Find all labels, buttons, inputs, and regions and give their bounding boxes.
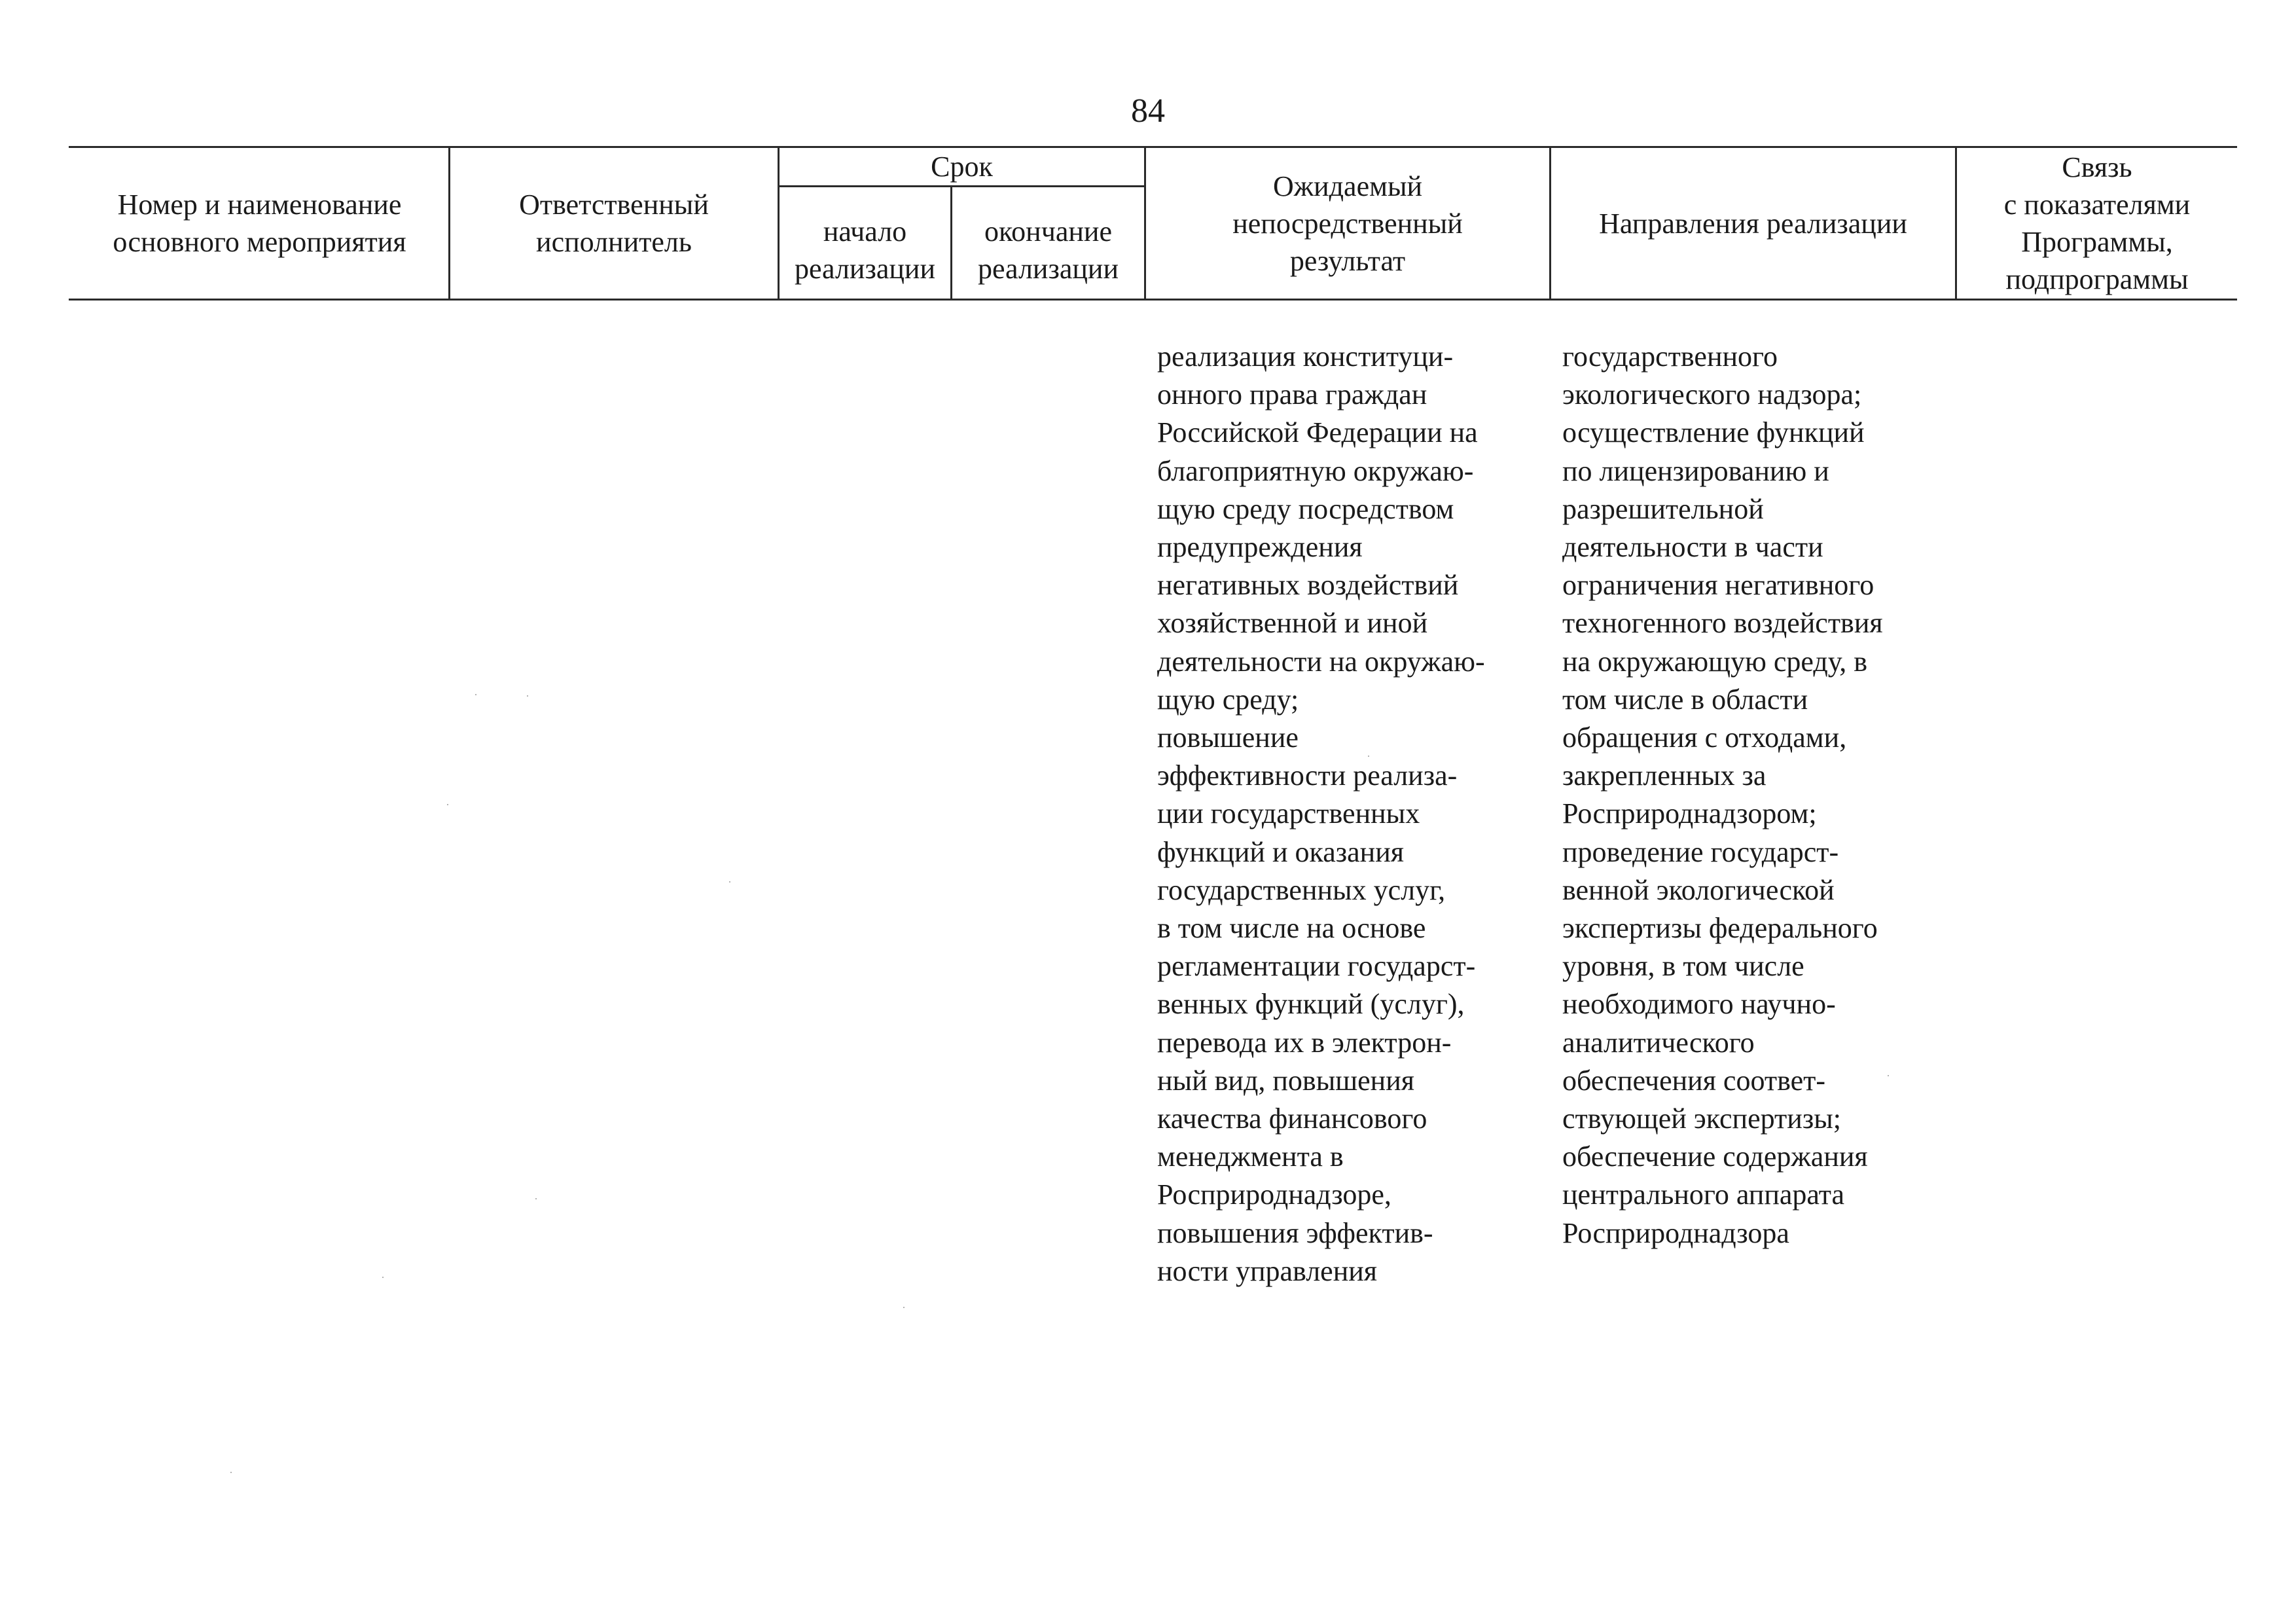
scan-speck (1368, 756, 1369, 757)
expected-result-line: щую среду; (1157, 683, 1299, 716)
expected-result-line: функций и оказания (1157, 835, 1405, 868)
expected-result-line: онного права граждан (1157, 378, 1427, 411)
header-bottom-rule (69, 299, 2237, 301)
expected-result-line: реализация конституци- (1157, 340, 1454, 373)
expected-result-line: деятельности на окружаю- (1157, 645, 1485, 678)
directions-line: обеспечения соответ- (1562, 1064, 1826, 1097)
page-number: 84 (1131, 92, 1165, 130)
header-number-and-name: Номер и наименование основного мероприятия (113, 189, 406, 258)
expected-result-line: ный вид, повышения (1157, 1064, 1414, 1097)
expected-result-line: повышение (1157, 721, 1299, 754)
expected-result-line: Росприроднадзоре, (1157, 1178, 1391, 1211)
scan-speck (903, 1307, 905, 1308)
scan-speck (729, 881, 730, 883)
expected-result-line: менеджмента в (1157, 1140, 1344, 1173)
expected-result-line: повышения эффектив- (1157, 1216, 1433, 1249)
directions-line: том числе в области (1562, 683, 1808, 716)
scan-speck (447, 804, 448, 805)
scan-speck (535, 1198, 537, 1199)
directions-line: обеспечение содержания (1562, 1140, 1868, 1173)
directions-line: Росприроднадзора (1562, 1216, 1789, 1249)
directions-line: Росприроднадзором; (1562, 797, 1817, 830)
directions-line: государственного (1562, 340, 1778, 373)
expected-result-line: качества финансового (1157, 1103, 1427, 1135)
directions-line: уровня, в том числе (1562, 950, 1804, 983)
directions-line: венной экологической (1562, 873, 1835, 906)
header-expected-result: Ожидаемый непосредственный результат (1232, 170, 1463, 277)
expected-result-line: государственных услуг, (1157, 873, 1446, 906)
directions-column (1562, 338, 1955, 1252)
expected-result-line: щую среду посредством (1157, 492, 1454, 525)
header-indicators-link: Связь с показателями Программы, подпрограммы (2003, 151, 2191, 295)
expected-result-line: перевода их в электрон- (1157, 1026, 1452, 1059)
directions-line: экологического надзора; (1562, 378, 1862, 411)
directions-line: осуществление функций (1562, 416, 1865, 449)
expected-result-line: венных функций (услуг), (1157, 988, 1465, 1021)
directions-line: по лицензированию и (1562, 454, 1829, 487)
scan-speck (475, 694, 476, 695)
directions-line: необходимого научно- (1562, 988, 1836, 1021)
expected-result-column (1157, 338, 1550, 1290)
scan-speck (230, 1472, 232, 1473)
directions-line: аналитического (1562, 1026, 1755, 1059)
directions-line: центрального аппарата (1562, 1178, 1845, 1211)
directions-line: обращения с отходами, (1562, 721, 1847, 754)
directions-line: проведение государст- (1562, 835, 1839, 868)
expected-result-line: эффективности реализа- (1157, 759, 1458, 792)
directions-line: техногенного воздействия (1562, 607, 1883, 640)
expected-result-line: негативных воздействий (1157, 569, 1459, 602)
header-term-start: начало реализации (794, 215, 936, 285)
directions-line: экспертизы федерального (1562, 912, 1878, 945)
expected-result-line: Российской Федерации на (1157, 416, 1478, 449)
expected-result-line: предупреждения (1157, 531, 1363, 564)
directions-line: разрешительной (1562, 492, 1764, 525)
expected-result-line: регламентации государст- (1157, 950, 1476, 983)
directions-line: ствующей экспертизы; (1562, 1103, 1841, 1135)
expected-result-line: хозяйственной и иной (1157, 607, 1428, 640)
expected-result-line: благоприятную окружаю- (1157, 454, 1474, 487)
header-directions: Направления реализации (1599, 207, 1907, 240)
scan-speck (1888, 1075, 1889, 1076)
header-term-end: окончание реализации (977, 215, 1119, 285)
header-term: Срок (931, 151, 993, 183)
directions-line: деятельности в части (1562, 531, 1823, 564)
expected-result-line: в том числе на основе (1157, 912, 1426, 945)
expected-result-line: ции государственных (1157, 797, 1420, 830)
directions-line: ограничения негативного (1562, 569, 1874, 602)
expected-result-line: ности управления (1157, 1254, 1378, 1287)
scan-speck (382, 1277, 384, 1278)
scan-speck (527, 695, 528, 697)
directions-line: на окружающую среду, в (1562, 645, 1868, 678)
directions-line: закрепленных за (1562, 759, 1767, 792)
header-responsible-executor: Ответственный исполнитель (519, 189, 709, 258)
